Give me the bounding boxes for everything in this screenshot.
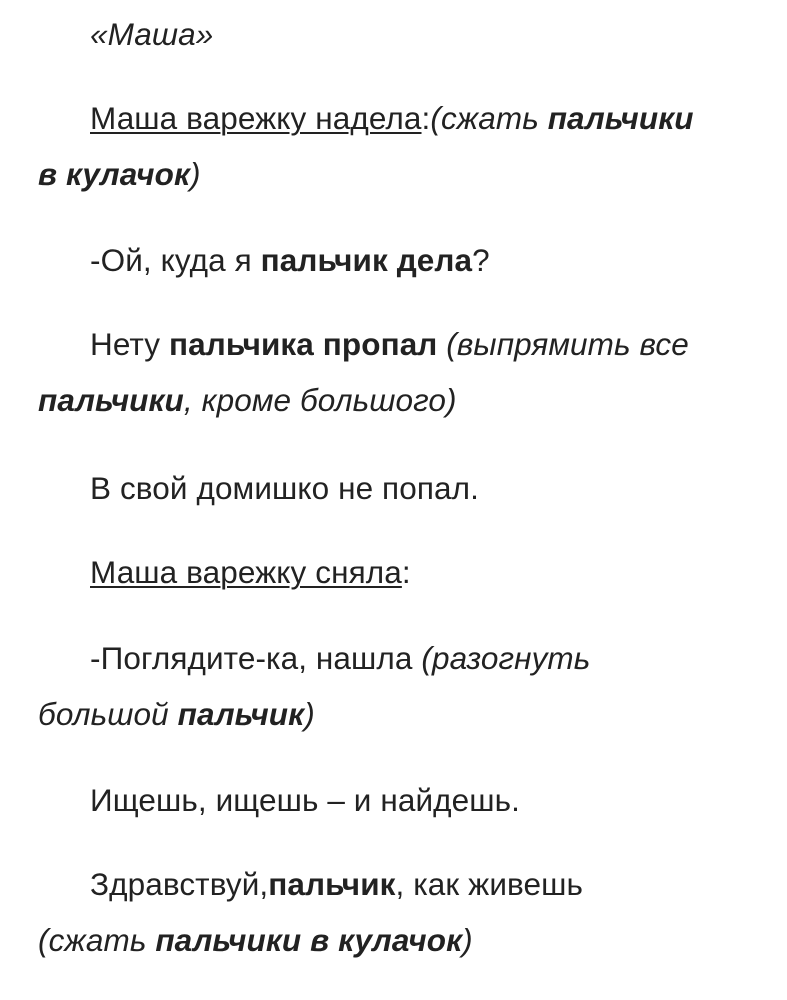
stanza-8-line-2: [38, 918, 473, 962]
instruction-text: ): [190, 156, 201, 192]
instruction-text: (разогнуть: [421, 640, 591, 676]
instruction-bold-text: пальчики в кулачок: [155, 922, 463, 958]
colon-text: :: [401, 554, 411, 590]
instruction-text: ): [462, 922, 473, 958]
stanza-1-line-2: [38, 152, 201, 196]
verse-bold-text: пальчик дела: [260, 242, 473, 278]
stanza-6-line-1: [90, 636, 590, 680]
instruction-text: , кроме большого): [183, 382, 457, 418]
stanza-3-line-1: [90, 322, 689, 366]
underlined-text: Маша варежку надела: [90, 100, 422, 136]
instruction-text: ): [304, 696, 315, 732]
stanza-5-line-1: [90, 550, 411, 594]
underlined-text: Маша варежку сняла: [90, 554, 402, 590]
verse-text: Здравствуй,: [90, 866, 269, 902]
poem-title: «Маша»: [90, 16, 214, 52]
instruction-bold-text: пальчики: [547, 100, 694, 136]
stanza-2-line-1: [90, 238, 490, 282]
instruction-text: (сжать: [430, 100, 548, 136]
verse-text: -Поглядите-ка, нашла: [90, 640, 422, 676]
space-text: [437, 326, 446, 362]
stanza-6-line-2: [38, 692, 315, 736]
verse-text: -Ой, куда я: [90, 242, 261, 278]
verse-text: ?: [472, 242, 490, 278]
stanza-4-line-1: В свой домишко не попал.: [90, 470, 479, 506]
instruction-bold-text: пальчики: [38, 382, 184, 418]
stanza-8-line-1: [90, 862, 583, 906]
stanza-7-line-1: Ищешь, ищешь – и найдешь.: [90, 782, 520, 818]
instruction-bold-text: в кулачок: [38, 156, 191, 192]
instruction-text: (сжать: [38, 922, 156, 958]
verse-text: , как живешь: [395, 866, 584, 902]
stanza-1-line-1: [90, 96, 694, 140]
instruction-bold-text: пальчик: [177, 696, 305, 732]
stanza-3-line-2: [38, 378, 457, 422]
verse-bold-text: пальчик: [268, 866, 396, 902]
verse-text: Нету: [90, 326, 170, 362]
instruction-text: (выпрямить все: [446, 326, 689, 362]
colon-text: :: [421, 100, 431, 136]
verse-bold-text: пальчика пропал: [169, 326, 438, 362]
instruction-text: большой: [38, 696, 178, 732]
